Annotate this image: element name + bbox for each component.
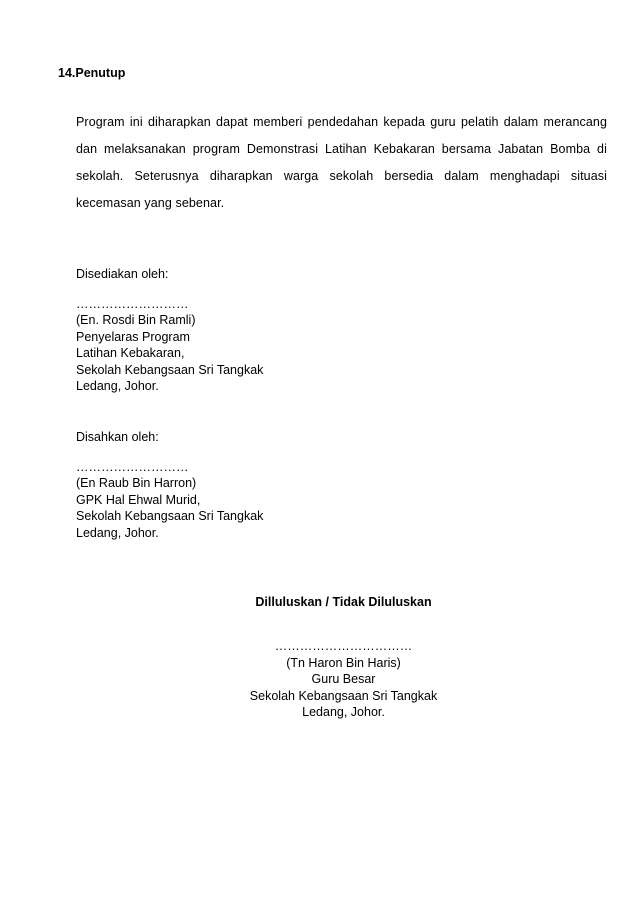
approver-location: Ledang, Johor. xyxy=(302,705,385,719)
preparer-location: Ledang, Johor. xyxy=(76,379,159,393)
preparer-role-line2: Latihan Kebakaran, xyxy=(76,346,185,360)
approver-name: (Tn Haron Bin Haris) xyxy=(286,655,401,670)
approval-block xyxy=(200,638,487,721)
verifier-location: Ledang, Johor. xyxy=(76,525,159,540)
prepared-by-label: Disediakan oleh: xyxy=(76,267,169,281)
prepared-by-block xyxy=(76,266,263,395)
signature-dots: …………………………… xyxy=(274,639,413,653)
signature-dots: ……………………… xyxy=(76,296,189,311)
approver-school: Sekolah Kebangsaan Sri Tangkak xyxy=(249,688,438,703)
preparer-name: (En. Rosdi Bin Ramli) xyxy=(76,313,196,327)
preparer-school: Sekolah Kebangsaan Sri Tangkak xyxy=(76,362,264,377)
approval-status: Dilluluskan / Tidak Diluluskan xyxy=(255,595,432,609)
signature-dots: ……………………… xyxy=(76,459,189,474)
verifier-name: (En Raub Bin Harron) xyxy=(76,476,197,490)
closing-paragraph: Program ini diharapkan dapat memberi pendedahan kepada guru pelatih dalam merancang dan melaksanakan program Demonstrasi Latihan Kebakaran bersama Jabatan Bomba di sekolah. Seterusnya diharapkan warga sekolah bersedia dalam menghadapi situasi kecemasan yang sebenar. xyxy=(76,115,607,210)
approver-role: Guru Besar xyxy=(311,672,376,686)
verifier-role: GPK Hal Ehwal Murid, xyxy=(76,492,201,507)
section-heading: 14.Penutup xyxy=(58,66,126,80)
verified-by-label: Disahkan oleh: xyxy=(76,430,159,444)
verified-by-block xyxy=(76,429,263,541)
verifier-school: Sekolah Kebangsaan Sri Tangkak xyxy=(76,509,264,523)
preparer-role-line1: Penyelaras Program xyxy=(76,329,190,344)
